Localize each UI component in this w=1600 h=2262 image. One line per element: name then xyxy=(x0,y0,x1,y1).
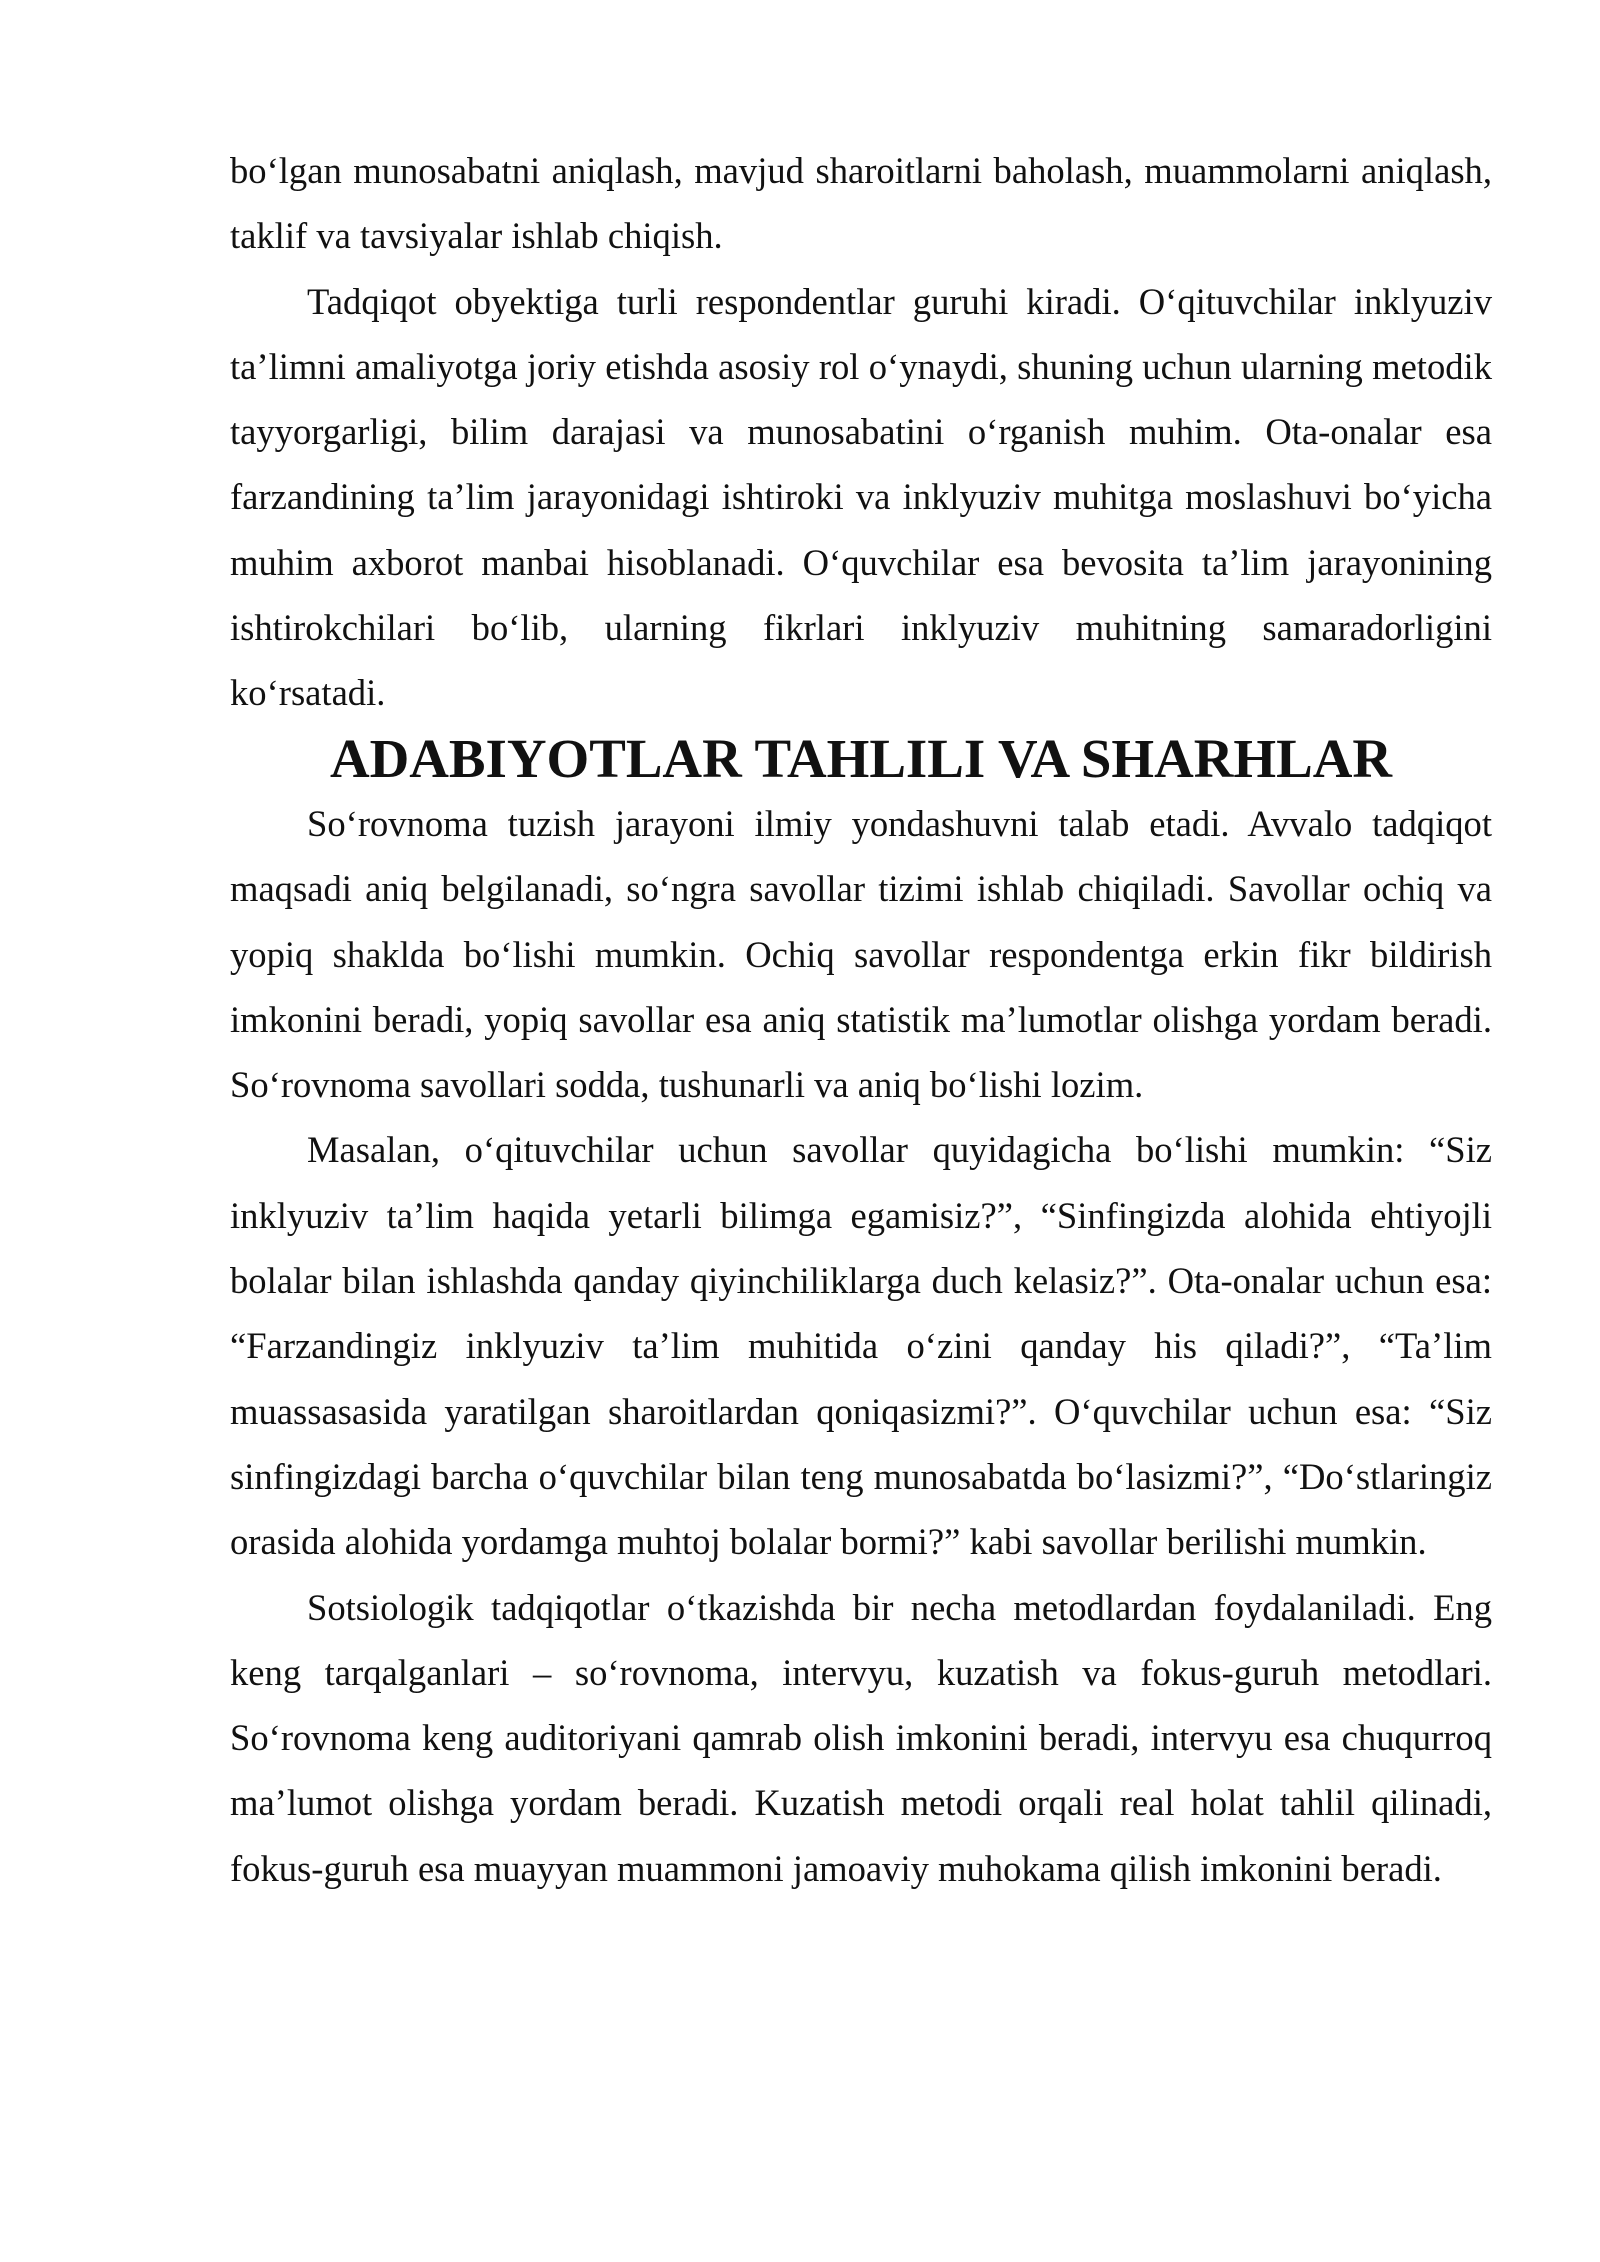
paragraph-research-methods: Sotsiologik tadqiqotlar o‘tkazishda bir necha metodlardan foydalaniladi. Eng keng tarqalganlari – so‘rovnoma, intervyu, kuzatish va fokus-guruh metodlari. So‘rovnoma keng auditoriyani qamrab olish imkonini beradi, intervyu esa chuqurroq ma’lumot olishga yordam beradi. Kuzatish metodi orqali real holat tahlil qilinadi, fokus-guruh esa muayyan muammoni jamoaviy muhokama qilish imkonini beradi. xyxy=(230,1586,1492,1889)
document-page xyxy=(230,138,1492,1901)
paragraph-example-questions: Masalan, o‘qituvchilar uchun savollar quyidagicha bo‘lishi mumkin: “Siz inklyuziv ta’lim haqida yetarli bilimga egamisiz?”, “Sinfingizda alohida ehtiyojli bolalar bilan ishlashda qanday qiyinchiliklarga duch kelasiz?”. Ota-onalar uchun esa: “Farzandingiz inklyuziv ta’lim muhitida o‘zini qanday his qiladi?”, “Ta’lim muassasasida yaratilgan sharoitlardan qoniqasizmi?”. O‘quvchilar uchun esa: “Siz sinfingizdagi barcha o‘quvchilar bilan teng munosabatda bo‘lasizmi?”, “Do‘stlaringiz orasida alohida yordamga muhtoj bolalar bormi?” kabi savollar berilishi mumkin. xyxy=(230,1129,1492,1563)
paragraph-survey-design: So‘rovnoma tuzish jarayoni ilmiy yondashuvni talab etadi. Avvalo tadqiqot maqsadi aniq belgilanadi, so‘ngra savollar tizimi ishlab chiqiladi. Savollar ochiq va yopiq shaklda bo‘lishi mumkin. Ochiq savollar respondentga erkin fikr bildirish imkonini beradi, yopiq savollar esa aniq statistik ma’lumotlar olishga yordam beradi. So‘rovnoma savollari sodda, tushunarli va aniq bo‘lishi lozim. xyxy=(230,802,1492,1106)
paragraph-research-object: Tadqiqot obyektiga turli respondentlar guruhi kiradi. O‘qituvchilar inklyuziv ta’limni amaliyotga joriy etishda asosiy rol o‘ynaydi, shuning uchun ularning metodik tayyorgarligi, bilim darajasi va munosabatini o‘rganish muhim. Ota-onalar esa farzandining ta’lim jarayonidagi ishtiroki va inklyuziv muhitga moslashuvi bo‘yicha muhim axborot manbai hisoblanadi. O‘quvchilar esa bevosita ta’lim jarayonining ishtirokchilari bo‘lib, ularning fikrlari inklyuziv muhitning samaradorligini ko‘rsatadi. xyxy=(230,280,1492,714)
section-heading: ADABIYOTLAR TAHLILI VA SHARHLAR xyxy=(329,727,1392,789)
paragraph-continuation: bo‘lgan munosabatni aniqlash, mavjud sharoitlarni baholash, muammolarni aniqlash, taklif va tavsiyalar ishlab chiqish. xyxy=(230,150,1492,257)
